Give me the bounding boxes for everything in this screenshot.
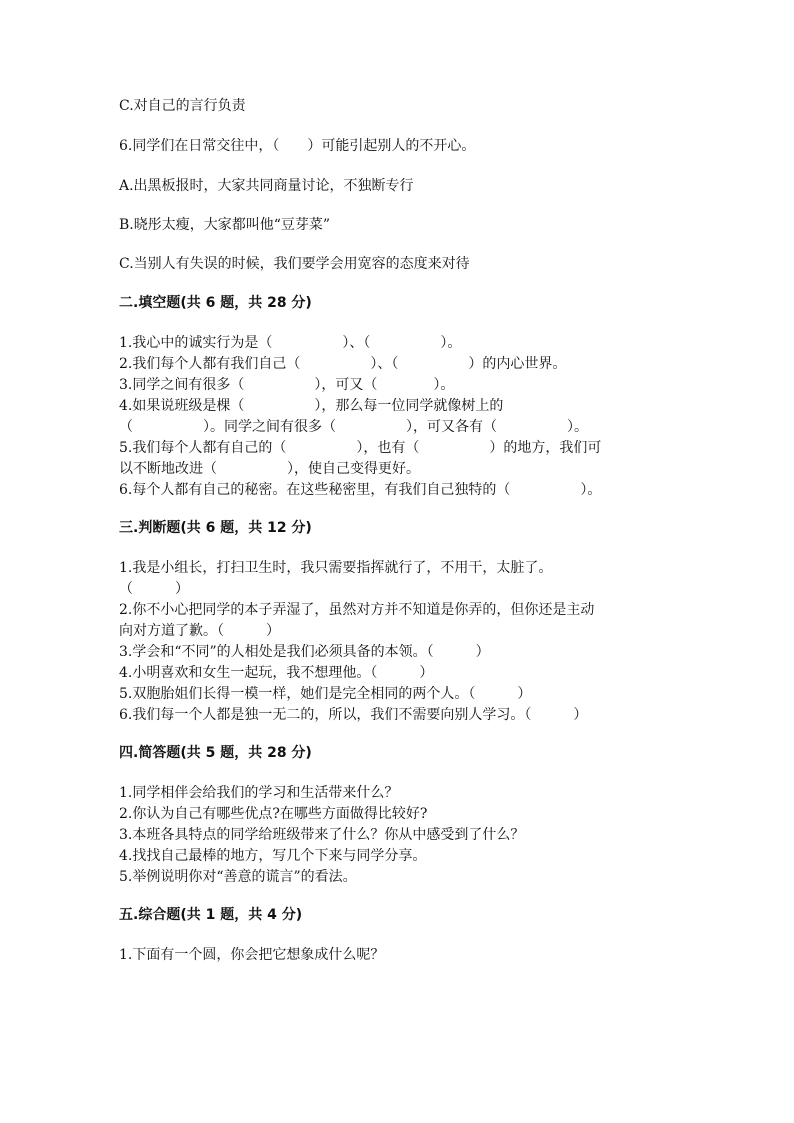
short-answer-line: 5.举例说明你对“善意的谎言”的看法。 [119,869,357,885]
fill-in-line: 6.每个人都有自己的秘密。在这些秘密里，有我们自己独特的（ ）。 [119,482,602,498]
section-heading-short-answer: 四.简答题(共 5 题，共 28 分) [119,745,312,761]
q6-option-b: B.晓彤太瘦，大家都叫他“豆芽菜” [119,217,331,233]
fill-in-line: 3.同学之间有很多（ ），可又（ ）。 [119,377,455,393]
true-false-line: 2.你不小心把同学的本子弄湿了，虽然对方并不知道是你弄的，但你还是主动 [119,602,595,618]
true-false-line: 4.小明喜欢和女生一起玩，我不想理他。（ ） [119,665,434,681]
fill-in-line: 4.如果说班级是棵（ ），那么每一位同学就像树上的 [119,398,504,414]
q6-option-a: A.出黑板报时，大家共同商量讨论，不独断专行 [119,178,414,194]
true-false-line: 5.双胞胎姐们长得一模一样，她们是完全相同的两个人。（ ） [119,686,532,702]
short-answer-line: 2.你认为自己有哪些优点?在哪些方面做得比较好? [119,806,428,822]
fill-in-line: 5.我们每个人都有自己的（ ），也有（ ）的地方，我们可 [119,440,602,456]
fill-in-line: 2.我们每个人都有我们自己（ ）、（ ）的内心世界。 [119,356,567,372]
fill-in-line: （ ）。同学之间有很多（ ），可又各有（ ）。 [119,419,588,435]
comprehensive-line: 1.下面有一个圆，你会把它想象成什么呢？ [119,947,385,963]
section-heading-comprehensive: 五.综合题(共 1 题，共 4 分) [119,907,303,923]
true-false-line: 3.学会和“不同”的人相处是我们必须具备的本领。（ ） [119,644,490,660]
short-answer-line: 1.同学相伴会给我们的学习和生活带来什么？ [119,785,399,801]
fill-in-line: 1.我心中的诚实行为是（ ）、（ ）。 [119,335,462,351]
short-answer-line: 4.找找自己最棒的地方，写几个下来与同学分享。 [119,848,427,864]
true-false-line: （ ） [119,581,189,597]
fill-in-line: 以不断地改进（ ），使自己变得更好。 [119,461,420,477]
q6-option-c: C.当别人有失误的时候，我们要学会用宽容的态度来对待 [119,256,470,272]
q5-option-c: C.对自己的言行负责 [119,98,246,114]
true-false-line: 向对方道了歉。（ ） [119,623,280,639]
short-answer-line: 3.本班各具特点的同学给班级带来了什么？你从中感受到了什么？ [119,827,525,843]
true-false-line: 6.我们每一个人都是独一无二的，所以，我们不需要向别人学习。（ ） [119,707,588,723]
section-heading-true-false: 三.判断题(共 6 题，共 12 分) [119,520,312,536]
section-heading-fill-in: 二.填空题(共 6 题，共 28 分) [119,295,312,311]
true-false-line: 1.我是小组长，打扫卫生时，我只需要指挥就行了，不用干，太脏了。 [119,560,553,576]
q6-stem: 6.同学们在日常交往中，（ ）可能引起别人的不开心。 [119,138,476,154]
